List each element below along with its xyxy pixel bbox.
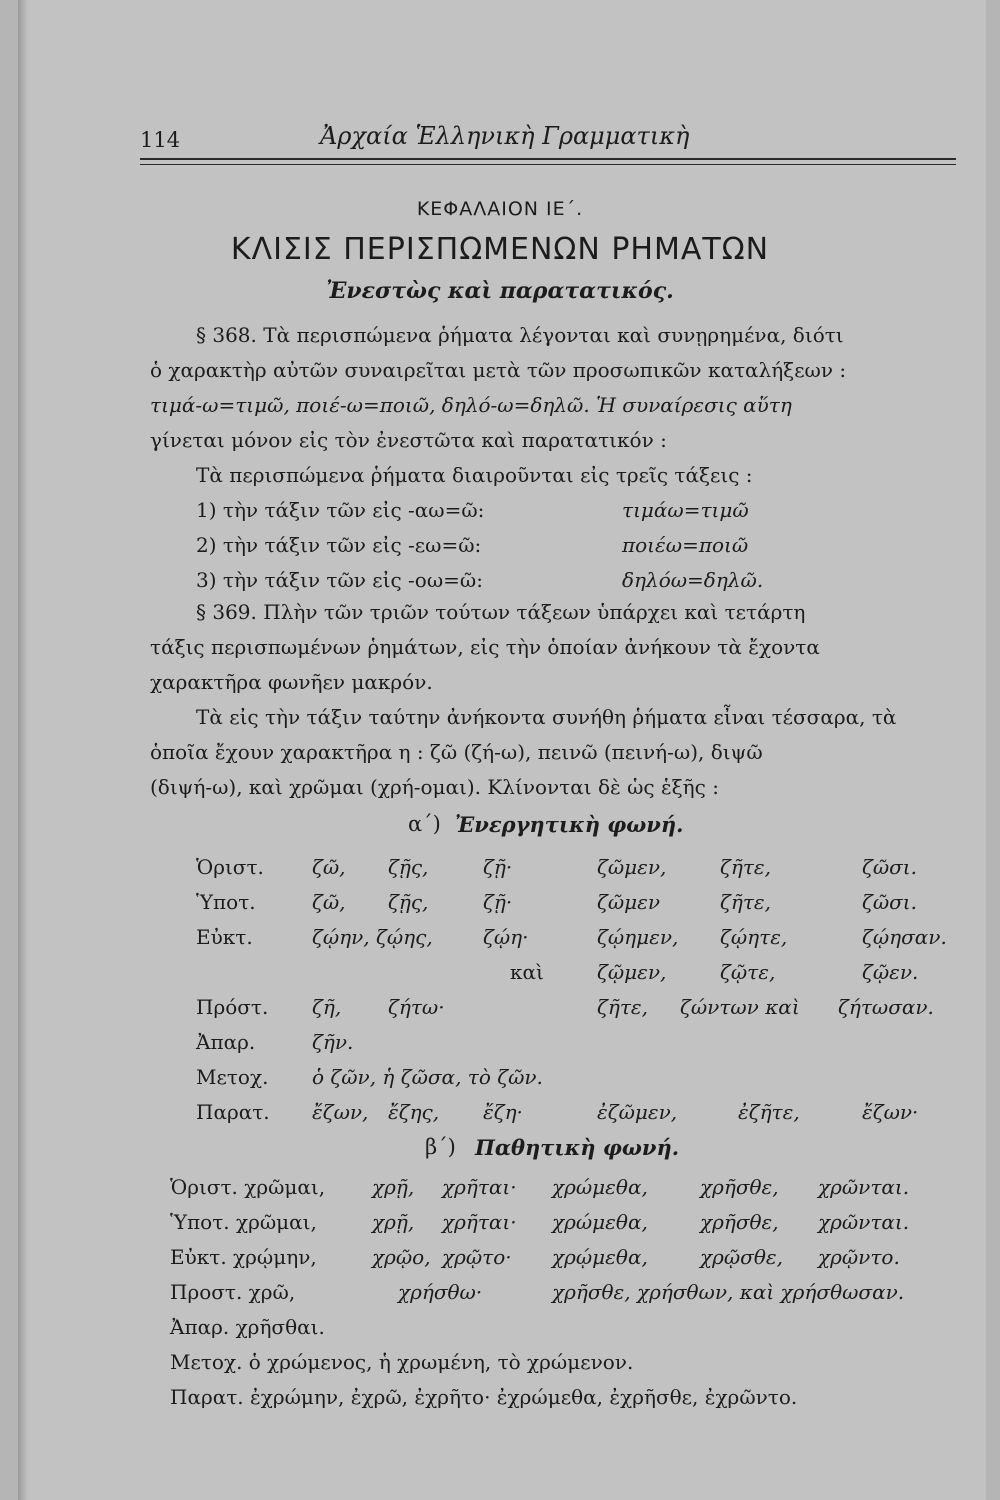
verb-form: ζῶ,	[312, 890, 346, 914]
verb-form: ζῴητε,	[720, 925, 788, 949]
class-label: 2) τὴν τάξιν τῶν εἰς -εω=ῶ:	[196, 533, 482, 557]
mood-label: Ὁριστ.	[196, 855, 264, 879]
classes-intro: Τὰ περισπώμενα ῥήματα διαιροῦνται εἰς τρεῖς τάξεις :	[196, 463, 753, 487]
verb-form: χρῇ,	[372, 1210, 415, 1234]
verb-form: χρώμεθα,	[552, 1210, 648, 1234]
verb-form: ζῆτε,	[597, 995, 648, 1019]
paragraph-369b-line: ὁποῖα ἔχουν χαρακτῆρα η : ζῶ (ζή-ω), πεινῶ (πεινή-ω), διψῶ	[150, 740, 763, 764]
verb-form: ζῴησαν.	[862, 925, 947, 949]
verb-form: χρῆσθε,	[700, 1175, 779, 1199]
header-rule	[140, 158, 956, 160]
verb-form: ἐζῆτε,	[738, 1100, 800, 1124]
active-voice-heading: Ἐνεργητικὴ φωνή.	[455, 812, 684, 837]
active-heading-number: α΄)	[408, 812, 441, 836]
verb-form: ὁ ζῶν, ἡ ζῶσα, τὸ ζῶν.	[312, 1065, 543, 1089]
verb-form: ἔζης,	[388, 1100, 440, 1124]
passive-voice-heading: Παθητικὴ φωνή.	[475, 1135, 680, 1160]
paragraph-369-line: § 369. Πλὴν τῶν τριῶν τούτων τάξεων ὑπάρχει καὶ τετάρτη	[196, 600, 806, 624]
mood-form: Ὑποτ. χρῶμαι,	[170, 1210, 317, 1234]
verb-form: ζῆν.	[312, 1030, 354, 1054]
verb-form: χρῷντο.	[818, 1245, 900, 1269]
verb-form: ζήτωσαν.	[838, 995, 934, 1019]
verb-form: ζῇ·	[483, 890, 513, 914]
mood-form: Παρατ. ἐχρώμην, ἐχρῶ, ἐχρῆτο· ἐχρώμεθα, ἐχρῆσθε, ἐχρῶντο.	[170, 1385, 798, 1409]
verb-form: ζῷεν.	[862, 960, 919, 984]
verb-form: ζήτω·	[388, 995, 445, 1019]
paragraph-369-line: χαρακτῆρα φωνῆεν μακρόν.	[150, 670, 433, 694]
class-example: τιμάω=τιμῶ	[622, 498, 749, 522]
verb-form: ζῇ·	[483, 855, 513, 879]
verb-form: χρῇ,	[372, 1175, 415, 1199]
verb-form: ζῶσι.	[862, 855, 917, 879]
verb-form: ἔζων·	[862, 1100, 919, 1124]
verb-form: ζῇς,	[388, 855, 429, 879]
paragraph-368-line: § 368. Τὰ περισπώμενα ῥήματα λέγονται καὶ συνῃρημένα, διότι	[196, 323, 844, 347]
verb-form: χρῆται·	[442, 1175, 517, 1199]
paragraph-368-line: τιμά-ω=τιμῶ, ποιέ-ω=ποιῶ, δηλό-ω=δηλῶ. Ἡ συναίρεσις αὕτη	[150, 393, 792, 417]
verb-form: ζῶ,	[312, 855, 346, 879]
mood-form: Ὁριστ. χρῶμαι,	[170, 1175, 326, 1199]
verb-form: ζῴημεν,	[597, 925, 679, 949]
chapter-heading: ΚΕΦΑΛΑΙΟΝ ΙΕ΄.	[416, 198, 584, 220]
running-title: Ἀρχαία Ἑλληνικὴ Γραμματικὴ	[320, 122, 690, 150]
class-label: 3) τὴν τάξιν τῶν εἰς -οω=ῶ:	[196, 568, 483, 592]
verb-form: ζῇς,	[388, 890, 429, 914]
section-title: ΚΛΙΣΙΣ ΠΕΡΙΣΠΩΜΕΝΩΝ ΡΗΜΑΤΩΝ	[230, 232, 770, 267]
verb-form: χρῆται·	[442, 1210, 517, 1234]
verb-form: ζῶμεν	[597, 890, 661, 914]
verb-form: ἐζῶμεν,	[597, 1100, 678, 1124]
verb-form: χρῶνται.	[818, 1175, 910, 1199]
mood-form: Ἀπαρ. χρῆσθαι.	[170, 1315, 325, 1339]
verb-form: χρῆσθε,	[700, 1210, 779, 1234]
mood-form: Εὐκτ. χρῴμην,	[170, 1245, 317, 1269]
verb-form: ἔζη·	[483, 1100, 523, 1124]
verb-form: ζῴη·	[483, 925, 529, 949]
class-example: δηλόω=δηλῶ.	[622, 568, 764, 592]
verb-form: χρῷο,	[372, 1245, 431, 1269]
mood-label: Πρόστ.	[196, 995, 269, 1019]
class-example: ποιέω=ποιῶ	[622, 533, 749, 557]
verb-form: ζῆ,	[312, 995, 342, 1019]
paragraph-368-line: ὁ χαρακτὴρ αὐτῶν συναιρεῖται μετὰ τῶν προσωπικῶν καταλήξεων :	[150, 358, 847, 382]
verb-form: ζῆτε,	[720, 855, 771, 879]
paragraph-368-line: γίνεται μόνον εἰς τὸν ἐνεστῶτα καὶ παρατατικόν :	[150, 428, 667, 452]
class-label: 1) τὴν τάξιν τῶν εἰς -αω=ῶ:	[196, 498, 485, 522]
conjunction: καὶ	[510, 960, 544, 984]
verb-form: ζῶμεν,	[597, 855, 667, 879]
verb-form: χρήσθω·	[398, 1280, 483, 1304]
mood-form: Μετοχ. ὁ χρώμενος, ἡ χρωμένη, τὸ χρώμενον.	[170, 1350, 634, 1374]
verb-form: χρῶνται.	[818, 1210, 910, 1234]
paragraph-369b-line: (διψή-ω), καὶ χρῶμαι (χρή-ομαι). Κλίνονται δὲ ὡς ἑξῆς :	[150, 775, 719, 799]
section-subtitle: Ἐνεστὼς καὶ παρατατικός.	[326, 278, 674, 304]
verb-form: ζῴην, ζῴης,	[312, 925, 433, 949]
paragraph-369-line: τάξις περισπωμένων ῥημάτων, εἰς τὴν ὁποίαν ἀνήκουν τὰ ἔχοντα	[150, 635, 820, 659]
verb-form: χρῴμεθα,	[552, 1245, 648, 1269]
mood-label: Ἀπαρ.	[196, 1030, 256, 1054]
mood-label: Ὑποτ.	[196, 890, 256, 914]
verb-form: χρῷτο·	[442, 1245, 512, 1269]
page-number: 114	[140, 128, 181, 152]
header-rule-thin	[140, 164, 956, 165]
verb-form: ζῶσι.	[862, 890, 917, 914]
passive-heading-number: β΄)	[425, 1135, 456, 1159]
verb-form: χρῷσθε,	[700, 1245, 783, 1269]
mood-label: Εὐκτ.	[196, 925, 253, 949]
verb-form: ζώντων καὶ	[680, 995, 800, 1019]
mood-label: Παρατ.	[196, 1100, 270, 1124]
verb-form: χρῆσθε, χρήσθων, καὶ χρήσθωσαν.	[552, 1280, 905, 1304]
paragraph-369b-line: Τὰ εἰς τὴν τάξιν ταύτην ἀνήκοντα συνήθη ῥήματα εἶναι τέσσαρα, τὰ	[196, 705, 897, 729]
verb-form: ζῷτε,	[720, 960, 776, 984]
mood-form: Προστ. χρῶ,	[170, 1280, 296, 1304]
verb-form: χρώμεθα,	[552, 1175, 648, 1199]
verb-form: ζῆτε,	[720, 890, 771, 914]
verb-form: ζῷμεν,	[597, 960, 667, 984]
verb-form: ἔζων,	[312, 1100, 369, 1124]
mood-label: Μετοχ.	[196, 1065, 269, 1089]
